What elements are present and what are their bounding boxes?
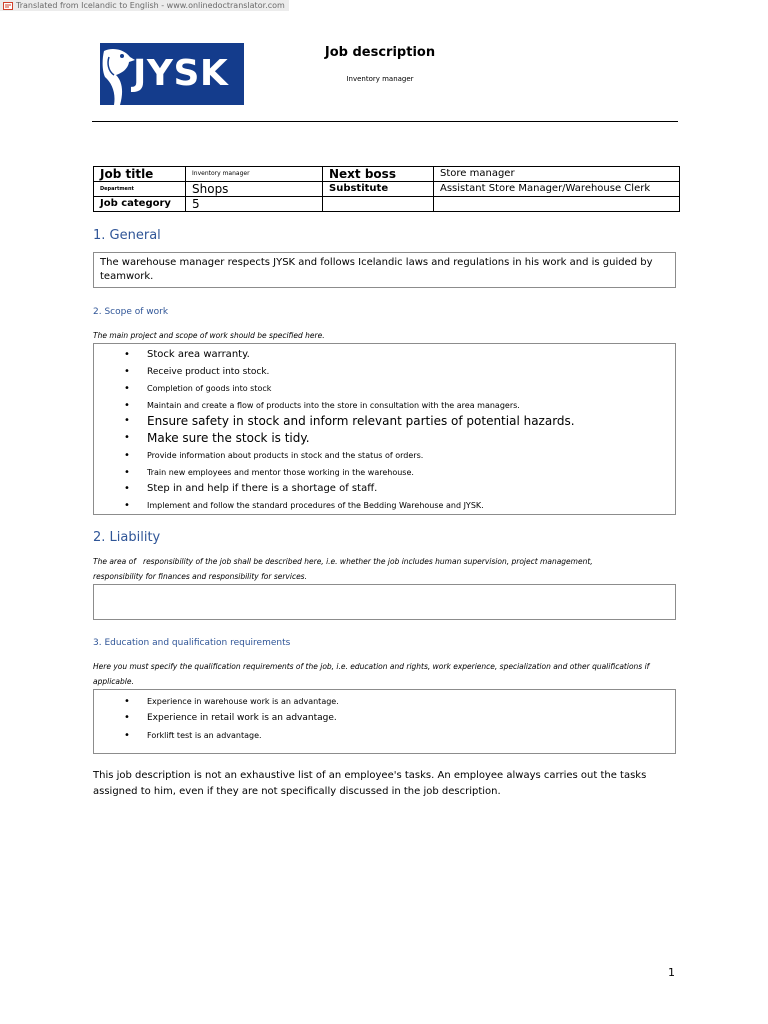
list-item [94,413,675,429]
education-note-line1: Here you must specify the qualification requirements of the job, i.e. education and rights, work experience, specialization and other qualifications if [93,662,650,671]
liability-note-line2: responsibility for finances and responsibility for services. [93,572,307,581]
bullet: • [124,366,130,377]
next-boss-value: Store manager [434,167,680,182]
education-heading: 3. Education and qualification requirements [93,638,291,648]
general-text: The warehouse manager respects JYSK and follows Icelandic laws and regulations in his work and is guided by teamwork. [100,257,653,282]
list-item [94,710,675,726]
list-item-text: Completion of goods into stock [147,384,272,393]
bullet: • [124,483,130,494]
list-item [94,694,675,710]
next-boss-label: Next boss [323,167,434,182]
scope-box [93,343,676,515]
bullet: • [124,730,130,741]
list-item-text: Implement and follow the standard procedures of the Bedding Warehouse and JYSK. [147,501,484,510]
job-category-label: Job category [94,197,186,212]
empty-cell [323,197,434,212]
bullet: • [124,696,130,707]
list-item-text: Ensure safety in stock and inform relevant parties of potential hazards. [147,414,575,428]
liability-heading: 2. Liability [93,530,161,545]
empty-cell [434,197,680,212]
bullet: • [124,432,130,443]
liability-box [93,584,676,620]
list-item [94,465,675,481]
list-item-text: Stock area warranty. [147,349,250,360]
list-item-text: Maintain and create a flow of products into the store in consultation with the area managers. [147,401,520,410]
list-item-text: Make sure the stock is tidy. [147,431,310,445]
document-title: Job description [324,45,436,60]
bullet: • [124,467,130,478]
education-box [93,689,676,754]
liability-note-line1: The area of responsibility of the job shall be described here, i.e. whether the job includes human supervision, project management, [93,557,593,566]
list-item [94,430,675,446]
education-note-line2: applicable. [93,677,134,686]
translation-banner[interactable] [0,0,289,11]
bullet: • [124,400,130,411]
job-info-table [93,166,680,212]
list-item [94,347,675,363]
department-label: Department [94,182,186,197]
department-value: Shops [186,182,323,197]
table-row [94,197,680,212]
list-item-text: Experience in retail work is an advantage. [147,713,337,723]
list-item [94,381,675,397]
jysk-logo [100,43,244,105]
list-item-text: Provide information about products in stock and the status of orders. [147,451,424,460]
list-item-text: Forklift test is an advantage. [147,731,262,740]
job-title-label: Job title [94,167,186,182]
bird-icon [100,43,136,105]
list-item-text: Train new employees and mentor those working in the warehouse. [147,468,414,477]
logo-wordmark: JYSK [133,53,229,94]
banner-text: Translated from Icelandic to English - www.onlinedoctranslator.com [16,1,285,10]
bullet: • [124,349,130,360]
scope-heading: 2. Scope of work [93,307,169,317]
table-row [94,182,680,197]
bullet: • [124,450,130,461]
general-box [93,252,676,288]
list-item [94,448,675,464]
job-category-value: 5 [186,197,323,212]
bullet: • [124,415,130,426]
bullet: • [124,500,130,511]
list-item [94,481,675,497]
table-row [94,167,680,182]
list-item-text: Experience in warehouse work is an advantage. [147,697,339,706]
list-item [94,498,675,514]
general-heading: 1. General [93,228,161,243]
substitute-value: Assistant Store Manager/Warehouse Clerk [434,182,680,197]
list-item [94,398,675,414]
document-subtitle: Inventory manager [346,75,414,83]
list-item [94,364,675,380]
header-divider [92,121,678,122]
closing-paragraph: This job description is not an exhaustive list of an employee's tasks. An employee always carries out the tasks assigned to him, even if they are not specifically discussed in the job description. [93,770,647,797]
list-item-text: Step in and help if there is a shortage of staff. [147,483,378,494]
list-item [94,728,675,744]
list-item-text: Receive product into stock. [147,367,270,377]
bullet: • [124,712,130,723]
job-title-value: Inventory manager [186,167,323,182]
scope-note: The main project and scope of work should be specified here. [93,331,325,340]
page-number: 1 [668,966,675,979]
substitute-label: Substitute [323,182,434,197]
bullet: • [124,383,130,394]
document-icon [3,2,13,10]
